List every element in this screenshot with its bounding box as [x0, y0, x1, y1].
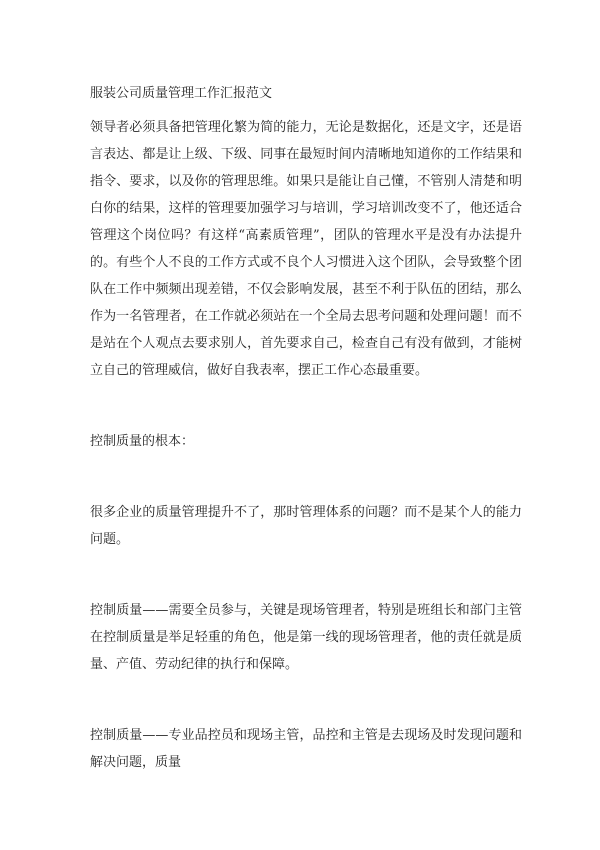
paragraph-full-participation: 控制质量——需要全员参与，关键是现场管理者，特别是班组长和部门主管在控制质量是举足轻重的角色，他是第一线的现场管理者，他的责任就是质量、产值、劳动纪律的执行和保障。	[90, 603, 522, 672]
paragraph-leadership: 领导者必须具备把管理化繁为简的能力，无论是数据化，还是文字，还是语言表达、都是让上级、下级、同事在最短时间内清晰地知道你的工作结果和指令、要求，以及你的管理思维。如果只是能让自己懂，不管别人清楚和明白你的结果，这样的管理要加强学习与培训，学习培训改变不了，他还适合管理这个岗位吗？有这样“高素质管理”，团队的管理水平是没有办法提升的。有些个人不良的工作方式或不良个人习惯进入这个团队，会导致整个团队在工作中频频出现差错，不仅会影响发展，甚至不利于队伍的团结，那么作为一名管理者，在工作就必须站在一个全局去思考问题和处理问题！而不是站在个人观点去要求别人，首先要求自己，检查自己有没有做到，才能树立自己的管理威信，做好自我表率，摆正工作心态最重要。	[90, 120, 522, 378]
document-body	[90, 80, 522, 776]
paragraph-management-system: 很多企业的质量管理提升不了，那时管理体系的问题？而不是某个人的能力问题。	[90, 505, 522, 547]
paragraph-quality-root-heading: 控制质量的根本：	[90, 434, 195, 449]
paragraph-quality-inspectors: 控制质量——专业品控员和现场主管，品控和主管是去现场及时发现问题和解决问题，质量	[90, 728, 522, 770]
document-title: 服装公司质量管理工作汇报范文	[90, 86, 273, 101]
